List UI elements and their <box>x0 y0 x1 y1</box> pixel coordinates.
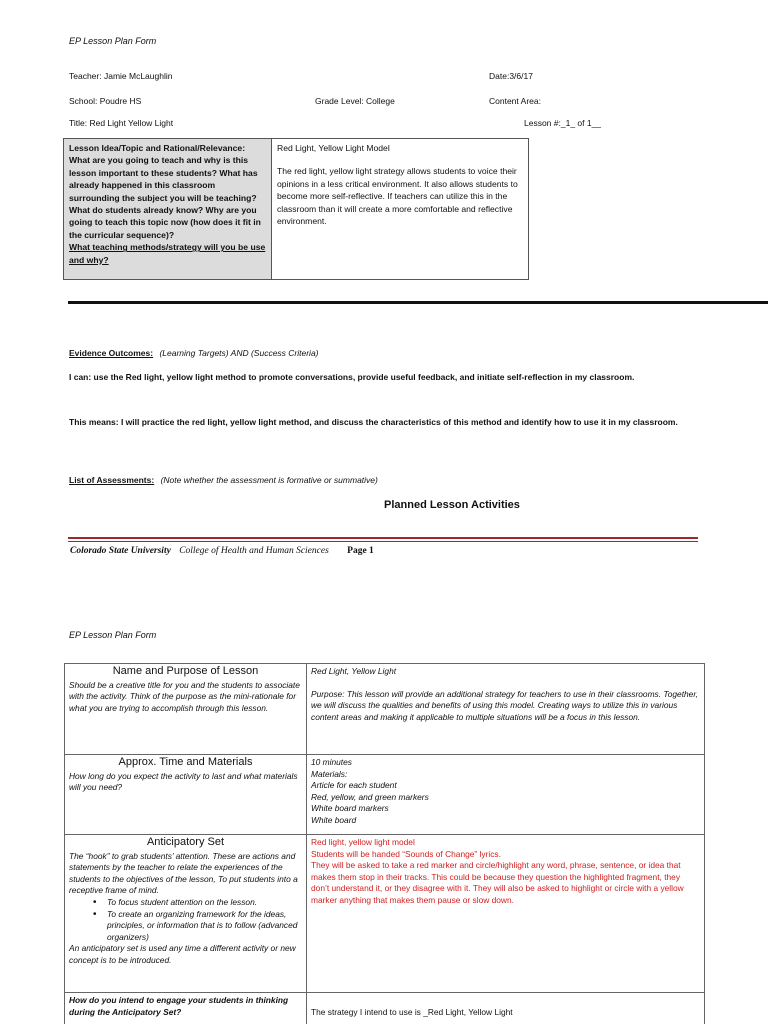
lesson-name: Red Light, Yellow Light <box>311 666 397 676</box>
anticipatory-set-prompt <box>65 835 307 993</box>
name-purpose-answer <box>307 664 705 755</box>
footer-page-number: Page 1 <box>347 546 374 556</box>
name-purpose-heading: Name and Purpose of Lesson <box>112 665 259 677</box>
list-item: Red, yellow, and green markers <box>311 791 429 802</box>
footer-rule <box>68 537 698 539</box>
lesson-idea-prompt <box>64 139 272 279</box>
assessments-label: List of Assessments: <box>69 475 155 485</box>
lesson-idea-heading: Lesson Idea/Topic and Rational/Relevance: <box>69 143 246 153</box>
teaching-methods-question: What teaching methods/strategy will you be use and why? <box>69 242 266 265</box>
footer-rule-thin <box>68 541 698 542</box>
grade-level-field: Grade Level: College <box>315 96 395 106</box>
lesson-plan-table <box>64 663 705 1024</box>
name-purpose-desc: Should be a creative title for you and the students to associate with the activity. Think of the purpose as the mini-rationale for what you are trying to accomplish through this lesson. <box>69 679 300 713</box>
engagement-prompt <box>65 993 307 1024</box>
table-row <box>65 664 705 755</box>
list-item: 10 minutes <box>311 757 352 767</box>
list-item: Materials: <box>311 768 348 779</box>
anticipatory-set-heading: Anticipatory Set <box>146 836 225 848</box>
list-item: • To create an organizing framework for the ideas, principles, or information that is to follow (advanced organizers) <box>93 909 302 944</box>
form-title-page2: EP Lesson Plan Form <box>69 630 157 640</box>
form-title: EP Lesson Plan Form <box>69 36 157 46</box>
list-of-assessments <box>69 475 378 485</box>
footer-university: Colorado State University <box>70 546 171 556</box>
assessments-note: (Note whether the assessment is formative or summative) <box>160 475 378 485</box>
evidence-outcomes <box>69 348 319 358</box>
anticipatory-model: Red light, yellow light model <box>311 837 415 847</box>
evidence-outcomes-note: (Learning Targets) AND (Success Criteria) <box>159 348 319 358</box>
time-materials-answer <box>307 755 705 835</box>
list-item: Article for each student <box>311 780 397 791</box>
school-field: School: Poudre HS <box>69 96 142 106</box>
engagement-answer <box>307 993 705 1024</box>
anticipatory-instructions: They will be asked to take a red marker and circle/highlight any word, phrase, sentence, or idea that makes them stop in their tracks. This could be because they question the highlighted fragment, they don’t understand it, or they disagree with it. They will also be asked to highlight or circle with a yellow marker anything that makes them pause or slow down. <box>311 860 684 905</box>
section-divider <box>68 301 768 304</box>
lesson-number-field: Lesson #:_1_ of 1__ <box>524 118 602 128</box>
time-materials-heading: Approx. Time and Materials <box>118 756 253 768</box>
time-materials-prompt <box>65 755 307 835</box>
i-can-statement: I can: use the Red light, yellow light method to promote conversations, provide useful feedback, and initiate self-reflection in my classroom. <box>69 372 635 382</box>
table-row <box>65 835 705 993</box>
lesson-idea-answer-body: The red light, yellow light strategy allows students to voice their opinions in a less critical environment. It also allows students to become more self-reflective. If teachers can utilize this in the classroom than it will create a more comfortable and reflective environment. <box>277 166 518 227</box>
page-footer <box>70 546 374 556</box>
lesson-purpose: Purpose: This lesson will provide an additional strategy for teachers to use in their classrooms. Together, we will discuss the qualities and benefits of using this model. Creating ways to utilize this in various content areas and making it applicable to multiple situations will be a focus in this lesson. <box>311 688 698 722</box>
list-item: White board <box>311 814 357 825</box>
table-row <box>65 993 705 1024</box>
planned-activities-heading: Planned Lesson Activities <box>384 499 520 511</box>
engagement-strategy: The strategy I intend to use is _Red Light, Yellow Light <box>311 1007 513 1017</box>
content-area-field: Content Area: <box>489 96 541 106</box>
lesson-idea-answer-title: Red Light, Yellow Light Model <box>277 143 390 153</box>
anticipatory-set-note: An anticipatory set is used any time a different activity or new concept is to be introduced. <box>69 943 296 965</box>
anticipatory-set-desc: The “hook” to grab students’ attention. These are actions and statements by the teacher to relate the experiences of the students to the objectives of the lesson, To put students into a receptive frame of mind. <box>69 850 298 896</box>
evidence-outcomes-label: Evidence Outcomes: <box>69 348 154 358</box>
list-item: • To focus student attention on the lesson. <box>93 897 302 909</box>
footer-college: College of Health and Human Sciences <box>179 546 329 556</box>
anticipatory-set-bullets <box>93 897 302 943</box>
time-materials-desc: How long do you expect the activity to last and what materials will you need? <box>69 770 298 793</box>
this-means-statement: This means: I will practice the red light, yellow light method, and discuss the characteristics of this method and identify how to use it in my classroom. <box>69 417 678 427</box>
title-field: Title: Red Light Yellow Light <box>69 118 174 128</box>
anticipatory-set-answer <box>307 835 705 993</box>
name-purpose-prompt <box>65 664 307 755</box>
table-row <box>65 755 705 835</box>
date-field: Date:3/6/17 <box>489 71 533 81</box>
engagement-question: How do you intend to engage your students in thinking during the Anticipatory Set? <box>69 995 289 1017</box>
list-item: White board markers <box>311 803 389 814</box>
anticipatory-handout: Students will be handed “Sounds of Change” lyrics. <box>311 848 501 859</box>
lesson-idea-box <box>63 138 529 280</box>
teacher-field: Teacher: Jamie McLaughlin <box>69 71 173 81</box>
lesson-idea-questions: What are you going to teach and why is this lesson important to these students? What has already happened in this classroom surrounding the subject you will be teaching? What do students already know? Why are you going to teach this topic now (how does it fit in the curricular sequence)? <box>69 155 261 240</box>
lesson-idea-answer <box>272 139 528 279</box>
